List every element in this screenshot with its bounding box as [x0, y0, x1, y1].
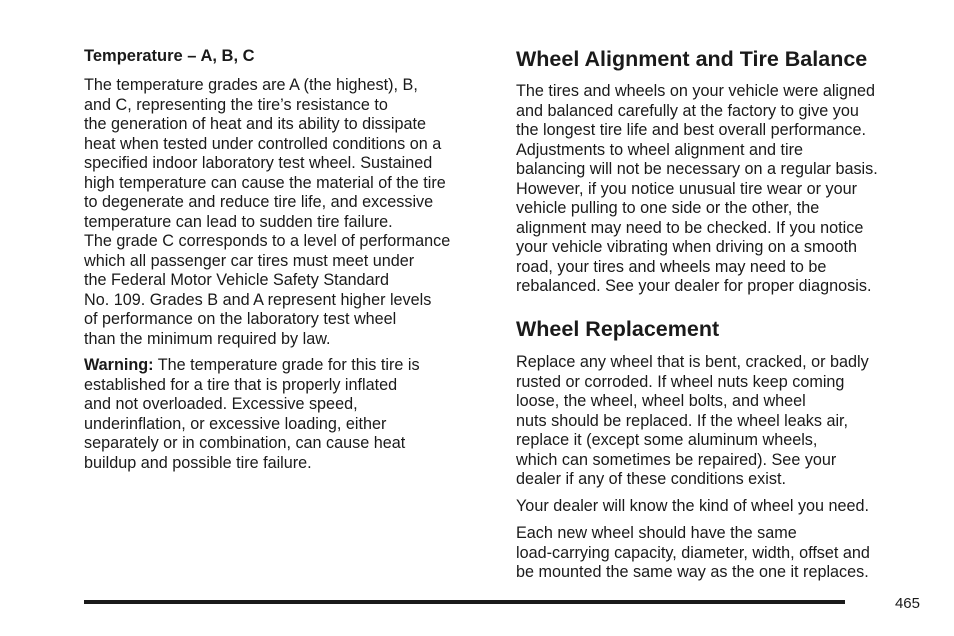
text-line: established for a tire that is properly inflated: [84, 375, 398, 394]
text-line: and balanced carefully at the factory to give you: [516, 101, 859, 120]
replacement-paragraph: [516, 353, 869, 490]
text-line: rebalanced. See your dealer for proper diagnosis.: [516, 277, 872, 295]
text-line: which all passenger car tires must meet under: [84, 251, 415, 270]
warning-paragraph: [84, 356, 420, 473]
warning-first-line: [84, 356, 420, 376]
text-line: than the minimum required by law.: [84, 329, 331, 348]
temperature-paragraph: [84, 76, 450, 349]
text-line: the longest tire life and best overall performance.: [516, 121, 867, 139]
text-line: be mounted the same way as the one it replaces.: [516, 563, 869, 581]
text-line: rusted or corroded. If wheel nuts keep coming: [516, 372, 845, 391]
text-line: to degenerate and reduce tire life, and excessive: [84, 193, 434, 211]
text-line: However, if you notice unusual tire wear or your: [516, 179, 858, 198]
text-line: specified indoor laboratory test wheel. Sustained: [84, 154, 433, 172]
text-line: your vehicle vibrating when driving on a smooth: [516, 238, 858, 256]
text-line: No. 109. Grades B and A represent higher levels: [84, 290, 432, 309]
text-line: Your dealer will know the kind of wheel you need.: [516, 497, 870, 515]
replacement-heading: Wheel Replacement: [516, 317, 720, 341]
text-line: road, your tires and wheels may need to be: [516, 257, 827, 276]
text-line: heat when tested under controlled conditions on a: [84, 134, 442, 153]
text-line: Adjustments to wheel alignment and tire: [516, 140, 804, 159]
text-line: loose, the wheel, wheel bolts, and wheel: [516, 392, 806, 410]
text-line: separately or in combination, can cause heat: [84, 434, 406, 452]
temperature-heading: Temperature – A, B, C: [84, 47, 255, 65]
text-line: the generation of heat and its ability to dissipate: [84, 115, 426, 133]
text-line: which can sometimes be repaired). See your: [516, 450, 837, 469]
text-line: The grade C corresponds to a level of performance: [84, 232, 451, 250]
text-line: Replace any wheel that is bent, cracked, or badly: [516, 353, 869, 371]
page-number: 465: [894, 595, 920, 612]
text-line: nuts should be replaced. If the wheel leaks air,: [516, 411, 849, 430]
text-line: The temperature grades are A (the highest), B,: [84, 76, 418, 94]
new-wheel-paragraph: [516, 524, 870, 583]
text-line: alignment may need to be checked. If you notice: [516, 218, 864, 237]
text-line: balancing will not be necessary on a regular basis.: [516, 160, 878, 178]
text-line: high temperature can cause the material of the tire: [84, 173, 446, 192]
alignment-heading: Wheel Alignment and Tire Balance: [516, 47, 868, 71]
text-line: replace it (except some aluminum wheels,: [516, 431, 818, 449]
text-line: of performance on the laboratory test wheel: [84, 310, 397, 328]
text-line: load-carrying capacity, diameter, width, offset and: [516, 543, 870, 562]
text-line: dealer if any of these conditions exist.: [516, 470, 786, 488]
text-line: The tires and wheels on your vehicle were aligned: [516, 82, 876, 100]
text-line: buildup and possible tire failure.: [84, 453, 312, 472]
text-line: underinflation, or excessive loading, either: [84, 414, 387, 433]
text-line: the Federal Motor Vehicle Safety Standard: [84, 271, 390, 289]
text-line: vehicle pulling to one side or the other, the: [516, 199, 820, 217]
warning-first-line-text: The temperature grade for this tire is: [153, 356, 420, 374]
warning-label: Warning:: [84, 356, 154, 374]
footer-rule: [84, 600, 845, 604]
text-line: Each new wheel should have the same: [516, 524, 797, 542]
dealer-paragraph: [516, 497, 869, 517]
text-line: and not overloaded. Excessive speed,: [84, 395, 358, 413]
alignment-paragraph: [516, 82, 878, 297]
text-line: temperature can lead to sudden tire failure.: [84, 212, 393, 231]
text-line: and C, representing the tire’s resistance to: [84, 95, 388, 114]
